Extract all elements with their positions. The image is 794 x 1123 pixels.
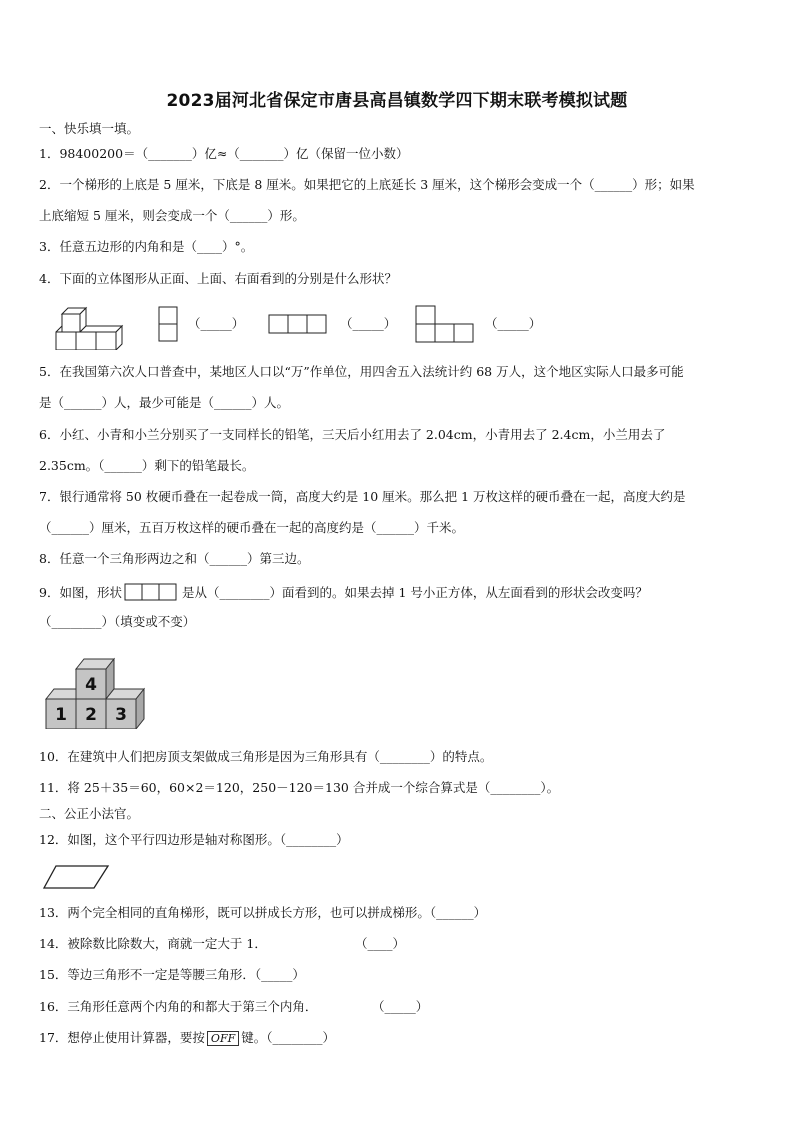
q4-front-view-figure xyxy=(158,306,180,344)
question-17 xyxy=(39,1030,335,1046)
q9-numbered-cubes-figure xyxy=(44,657,156,729)
q4-answer-blank-3: （_____） xyxy=(485,316,542,331)
q9-text-before-shape: 9．如图，形状 xyxy=(39,585,122,600)
cube-label-2: 2 xyxy=(85,705,97,725)
question-2-line-2: 上底缩短 5 厘米，则会变成一个（______）形。 xyxy=(39,208,305,223)
cube-label-4: 4 xyxy=(85,675,97,695)
question-16-answer-blank: （_____） xyxy=(372,999,429,1014)
q4-solid-figure xyxy=(52,300,124,350)
question-14-answer-blank: （____） xyxy=(355,936,406,951)
question-7-line-1: 7．银行通常将 50 枚硬币叠在一起卷成一筒，高度大约是 10 厘米。那么把 1 万枚这样的硬币叠在一起，高度大约是 xyxy=(39,489,686,504)
cube-label-3: 3 xyxy=(115,705,127,725)
page-title: 2023届河北省保定市唐县高昌镇数学四下期末联考模拟试题 xyxy=(166,91,628,111)
q4-right-view-figure xyxy=(415,305,477,345)
question-6-line-2: 2.35cm。（______）剩下的铅笔最长。 xyxy=(39,458,255,473)
question-12: 12．如图，这个平行四边形是轴对称图形。（________） xyxy=(39,832,349,847)
question-1: 1．98400200＝（_______）亿≈（_______）亿（保留一位小数） xyxy=(39,146,409,161)
question-6-line-1: 6．小红、小青和小兰分别买了一支同样长的铅笔，三天后小红用去了 2.04cm，小青用去了 2.4cm，小兰用去了 xyxy=(39,427,666,442)
question-11: 11．将 25＋35＝60，60×2＝120，250－120＝130 合并成一个综合算式是（________）。 xyxy=(39,780,560,795)
cube-label-1: 1 xyxy=(55,705,67,725)
question-9-line-2: （________）（填变或不变） xyxy=(39,614,196,629)
question-9-line-1 xyxy=(39,583,648,601)
question-3: 3．任意五边形的内角和是（____）°。 xyxy=(39,239,254,254)
off-key-icon xyxy=(207,1031,239,1046)
section-heading-true-false: 二、公正小法官。 xyxy=(39,806,140,821)
off-key-label: OFF xyxy=(210,1032,236,1045)
q17-text-after-key: 键。（________） xyxy=(241,1030,335,1045)
question-10: 10．在建筑中人们把房顶支架做成三角形是因为三角形具有（________）的特点。 xyxy=(39,749,493,764)
question-7-line-2: （______）厘米，五百万枚这样的硬币叠在一起的高度约是（______）千米。 xyxy=(39,520,465,535)
question-16: 16．三角形任意两个内角的和都大于第三个内角． xyxy=(39,999,318,1014)
q17-text-before-key: 17．想停止使用计算器，要按 xyxy=(39,1030,205,1045)
question-14: 14．被除数比除数大，商就一定大于 1． xyxy=(39,936,267,951)
q9-inline-shape xyxy=(124,583,180,601)
section-heading-fill-blanks: 一、快乐填一填。 xyxy=(39,121,140,136)
question-5-line-2: 是（______）人，最少可能是（______）人。 xyxy=(39,395,290,410)
question-8: 8．任意一个三角形两边之和（______）第三边。 xyxy=(39,551,310,566)
question-2-line-1: 2．一个梯形的上底是 5 厘米，下底是 8 厘米。如果把它的上底延长 3 厘米，这个梯形会变成一个（______）形；如果 xyxy=(39,177,695,192)
question-15: 15．等边三角形不一定是等腰三角形．（_____） xyxy=(39,967,305,982)
question-4: 4．下面的立体图形从正面、上面、右面看到的分别是什么形状？ xyxy=(39,271,397,286)
question-5-line-1: 5．在我国第六次人口普查中，某地区人口以“万”作单位，用四舍五入法统计约 68 万人，这个地区实际人口最多可能 xyxy=(39,364,684,379)
q12-parallelogram-figure xyxy=(42,864,110,890)
q4-answer-blank-1: （_____） xyxy=(188,316,245,331)
q9-text-after-shape: 是从（________）面看到的。如果去掉 1 号小正方体，从左面看到的形状会改变吗？ xyxy=(181,585,648,600)
q4-top-view-figure xyxy=(268,313,330,335)
question-13: 13．两个完全相同的直角梯形，既可以拼成长方形，也可以拼成梯形。（______） xyxy=(39,905,487,920)
q4-answer-blank-2: （_____） xyxy=(340,316,397,331)
